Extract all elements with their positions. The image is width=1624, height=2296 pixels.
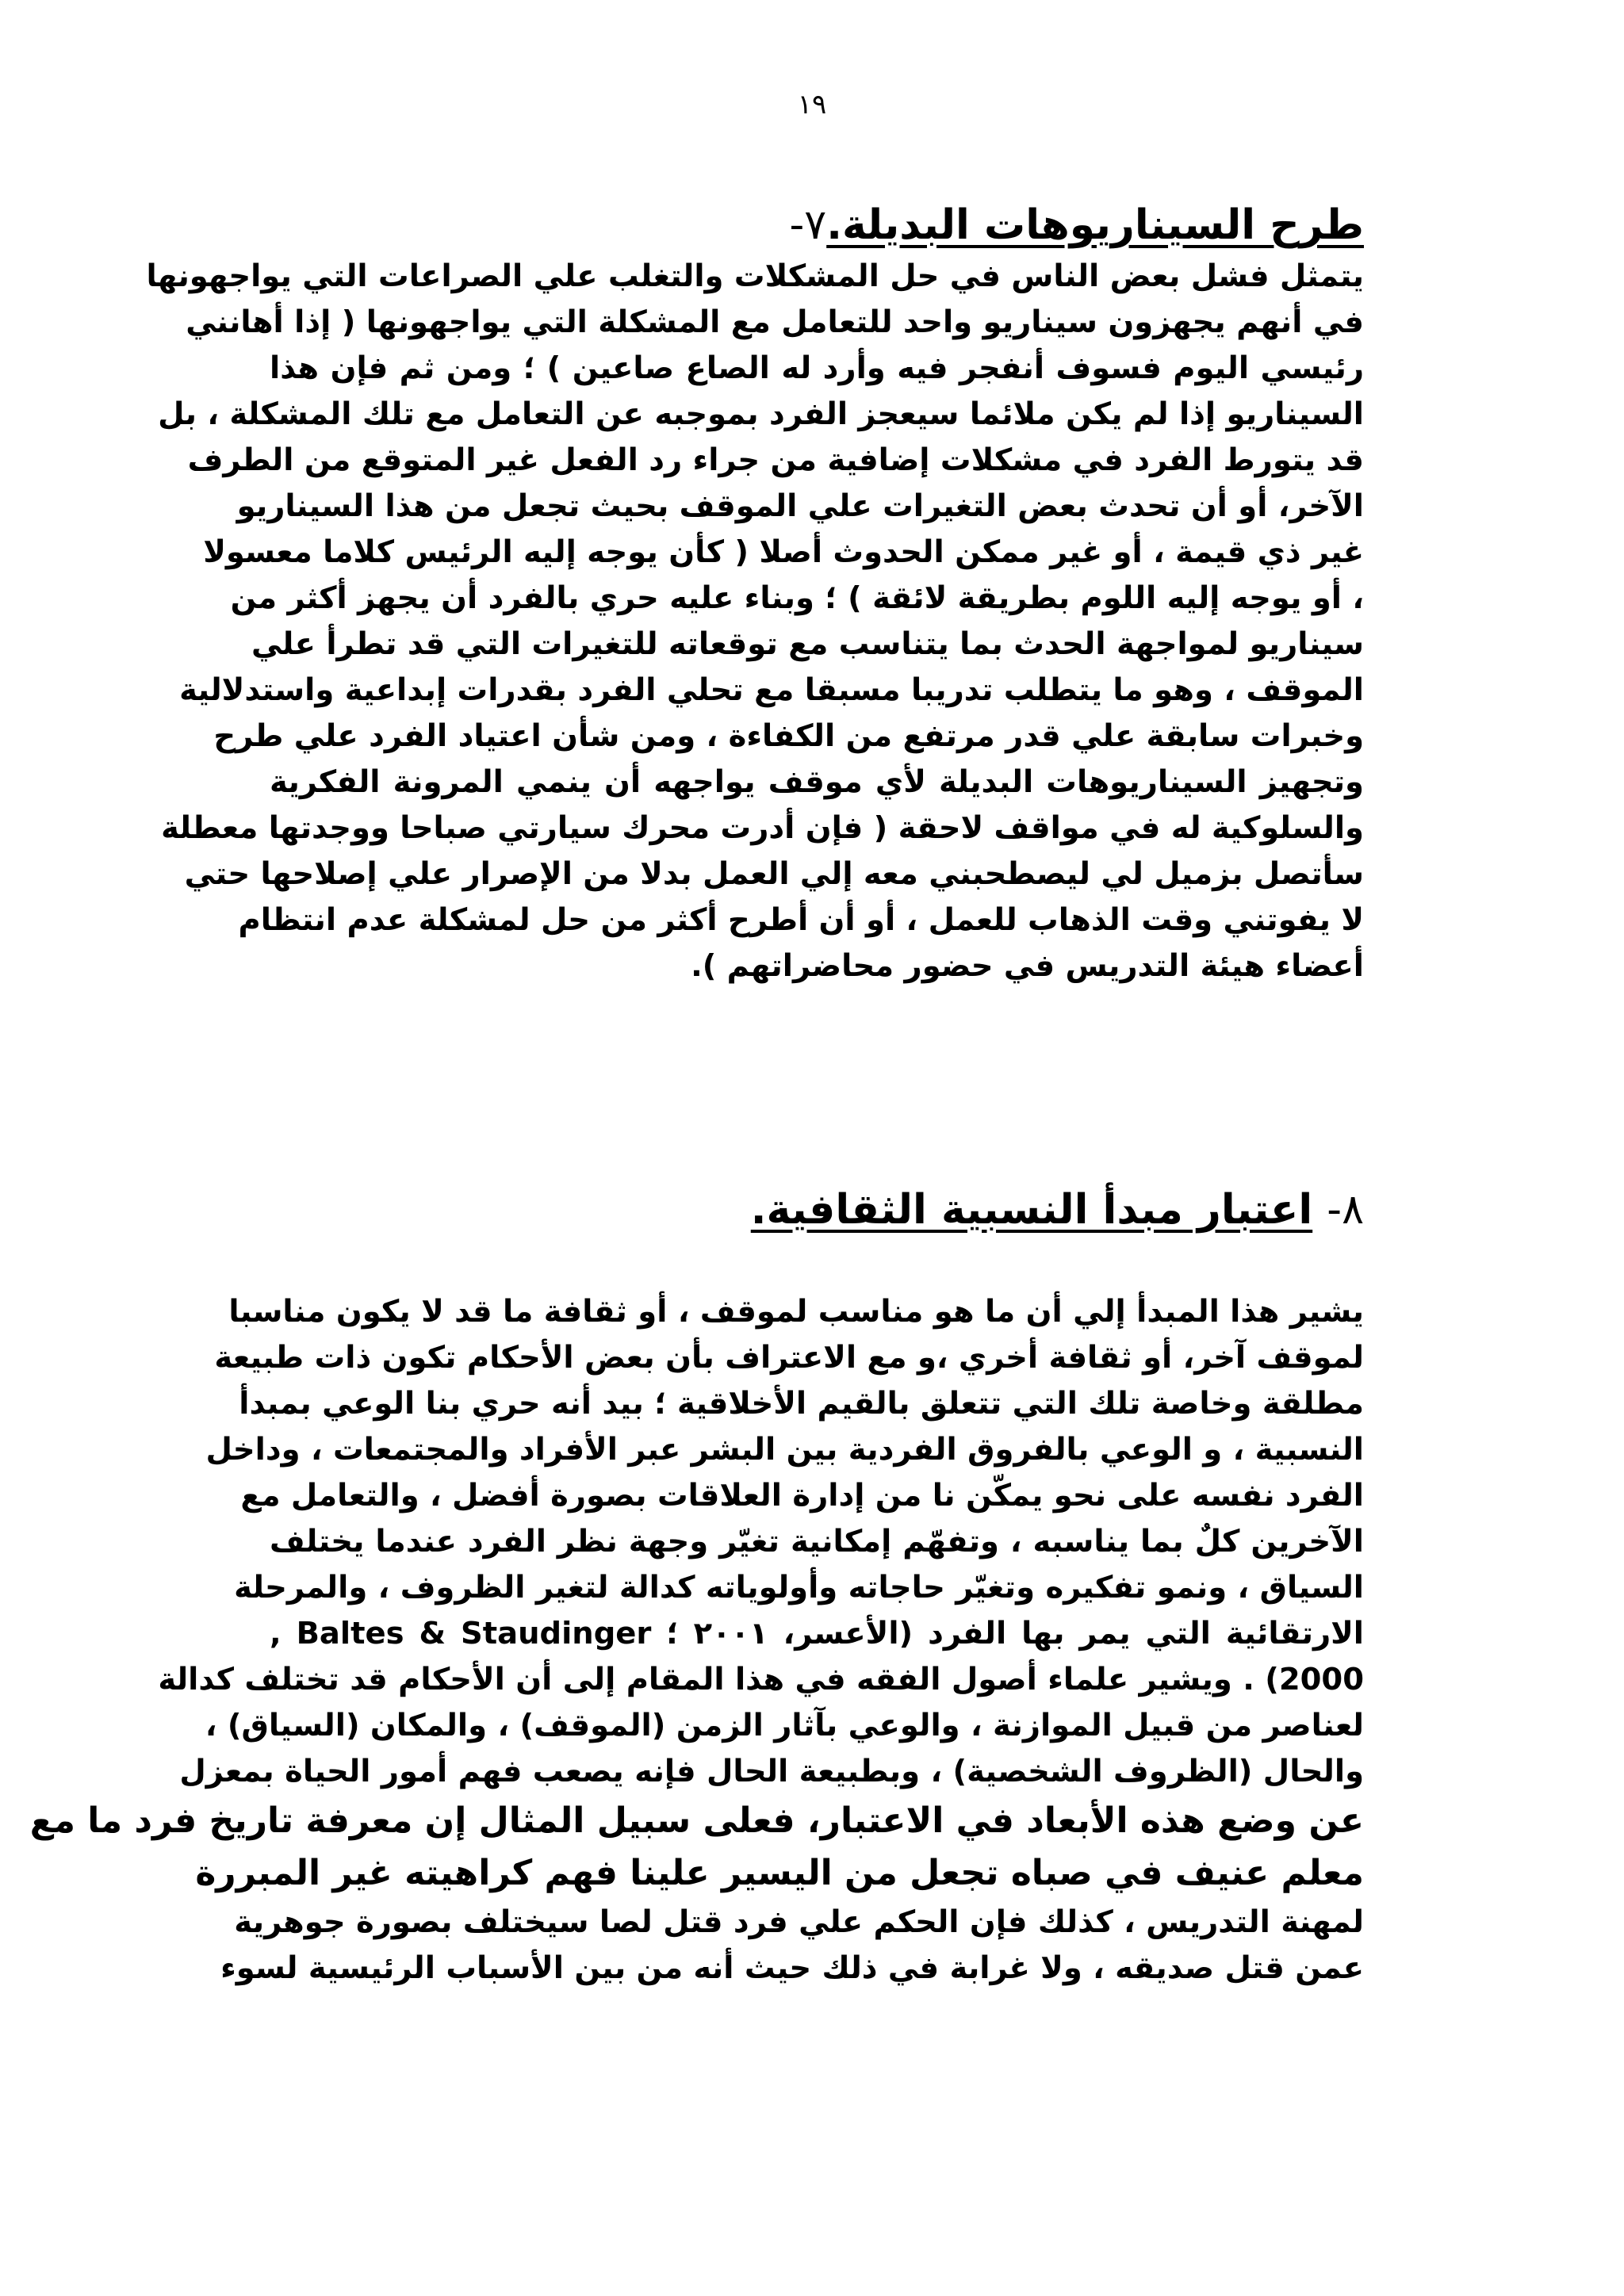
text-line: أعضاء هيئة التدريس في حضور محاضراتهم ). <box>691 948 1364 984</box>
text-line: عن وضع هذه الأبعاد في الاعتبار، فعلى سبيل المثال إن معرفة تاريخ فرد ما مع <box>29 1800 1364 1841</box>
section-heading <box>270 197 1364 254</box>
text-line: يتمثل فشل بعض الناس في حل المشكلات والتغلب علي الصراعات التي يواجهونها <box>146 258 1364 294</box>
text-line: وتجهيز السيناريوهات البديلة لأي موقف يواجهه أن ينمي المرونة الفكرية <box>270 764 1364 800</box>
text-line: غير ذي قيمة ، أو غير ممكن الحدوث أصلا ( كأن يوجه إليه الرئيس كلاما معسولا <box>203 534 1364 570</box>
section-heading <box>270 1181 1364 1238</box>
text-line: 2000) . ويشير علماء أصول الفقه في هذا المقام إلى أن الأحكام قد تختلف كدالة <box>158 1662 1364 1697</box>
text-line: عمن قتل صديقه ، ولا غرابة في ذلك حيث أنه من بين الأسباب الرئيسية لسوء <box>220 1950 1364 1986</box>
text-line: السيناريو إذا لم يكن ملائما سيعجز الفرد بموجبه عن التعامل مع تلك المشكلة ، بل <box>158 396 1364 432</box>
section-title: اعتبار مبدأ النسبية الثقافية. <box>750 1186 1313 1234</box>
text-line: والحال (الظروف الشخصية) ، وبطبيعة الحال فإنه يصعب فهم أمور الحياة بمعزل <box>179 1754 1364 1789</box>
text-line: الآخر، أو أن تحدث بعض التغيرات علي الموقف بحيث تجعل من هذا السيناريو <box>236 488 1364 524</box>
text-line: الفرد نفسه على نحو يمكّن نا من إدارة العلاقات بصورة أفضل ، والتعامل مع <box>240 1478 1364 1513</box>
section-number: ٧- <box>789 201 827 249</box>
text-line: معلم عنيف في صباه تجعل من اليسير علينا فهم كراهيته غير المبررة <box>195 1853 1364 1893</box>
text-line: قد يتورط الفرد في مشكلات إضافية من جراء رد الفعل غير المتوقع من الطرف <box>187 442 1364 478</box>
text-line: سيناريو لمواجهة الحدث بما يتناسب مع توقعاته للتغيرات التي قد تطرأ علي <box>251 626 1364 662</box>
section-paragraph <box>146 254 1364 989</box>
text-line: مطلقة وخاصة تلك التي تتعلق بالقيم الأخلاقية ؛ بيد أنه حري بنا الوعي بمبدأ <box>239 1386 1364 1422</box>
text-line: والسلوكية له في مواقف لاحقة ( فإن أدرت محرك سيارتي صباحا ووجدتها معطلة <box>161 810 1364 846</box>
text-line: سأتصل بزميل لي ليصطحبني معه إلي العمل بدلا من الإصرار علي إصلاحها حتي <box>184 856 1364 892</box>
text-line: يشير هذا المبدأ إلي أن ما هو مناسب لموقف ، أو ثقافة ما قد لا يكون مناسبا <box>228 1294 1364 1330</box>
section-paragraph <box>29 1289 1364 1992</box>
section-cultural-relativity <box>29 1181 1364 1992</box>
section-number: ٨- <box>1327 1186 1364 1234</box>
text-line: في أنهم يجهزون سيناريو واحد للتعامل مع المشكلة التي يواجهونها ( إذا أهانني <box>186 304 1364 340</box>
text-line: لا يفوتني وقت الذهاب للعمل ، أو أن أطرح أكثر من حل لمشكلة عدم انتظام <box>238 902 1364 938</box>
text-line: ، أو يوجه إليه اللوم بطريقة لائقة ) ؛ وبناء عليه حري بالفرد أن يجهز أكثر من <box>230 580 1364 616</box>
text-line: لموقف آخر، أو ثقافة أخري ،و مع الاعتراف بأن بعض الأحكام تكون ذات طبيعة <box>214 1340 1364 1376</box>
text-line: لعناصر من قبيل الموازنة ، والوعي بآثار الزمن (الموقف) ، والمكان (السياق) ، <box>205 1708 1364 1743</box>
text-line: الارتقائية التي يمر بها الفرد (الأعسر، ٢٠٠١ ؛ Baltes & Staudinger , <box>270 1616 1364 1651</box>
text-line: لمهنة التدريس ، كذلك فإن الحكم علي فرد قتل لصا سيختلف بصورة جوهرية <box>234 1904 1364 1940</box>
text-line: الموقف ، وهو ما يتطلب تدريبا مسبقا مع تحلي الفرد بقدرات إبداعية واستدلالية <box>179 672 1364 708</box>
text-line: وخبرات سابقة علي قدر مرتفع من الكفاءة ، ومن شأن اعتياد الفرد علي طرح <box>213 718 1364 754</box>
section-alternative-scenarios <box>146 197 1364 989</box>
text-line: السياق ، ونمو تفكيره وتغيّر حاجاته وأولوياته كدالة لتغير الظروف ، والمرحلة <box>234 1570 1364 1605</box>
text-line: النسبية ، و الوعي بالفروق الفردية بين البشر عبر الأفراد والمجتمعات ، وداخل <box>205 1432 1364 1468</box>
page-number: ١٩ <box>797 89 827 121</box>
section-title: طرح السيناريوهات البديلة. <box>826 201 1364 249</box>
text-line: الآخرين كلٌ بما يناسبه ، وتفهّم إمكانية تغيّر وجهة نظر الفرد عندما يختلف <box>270 1524 1364 1559</box>
text-line: رئيسي اليوم فسوف أنفجر فيه وأرد له الصاع صاعين ) ؛ ومن ثم فإن هذا <box>270 350 1364 386</box>
